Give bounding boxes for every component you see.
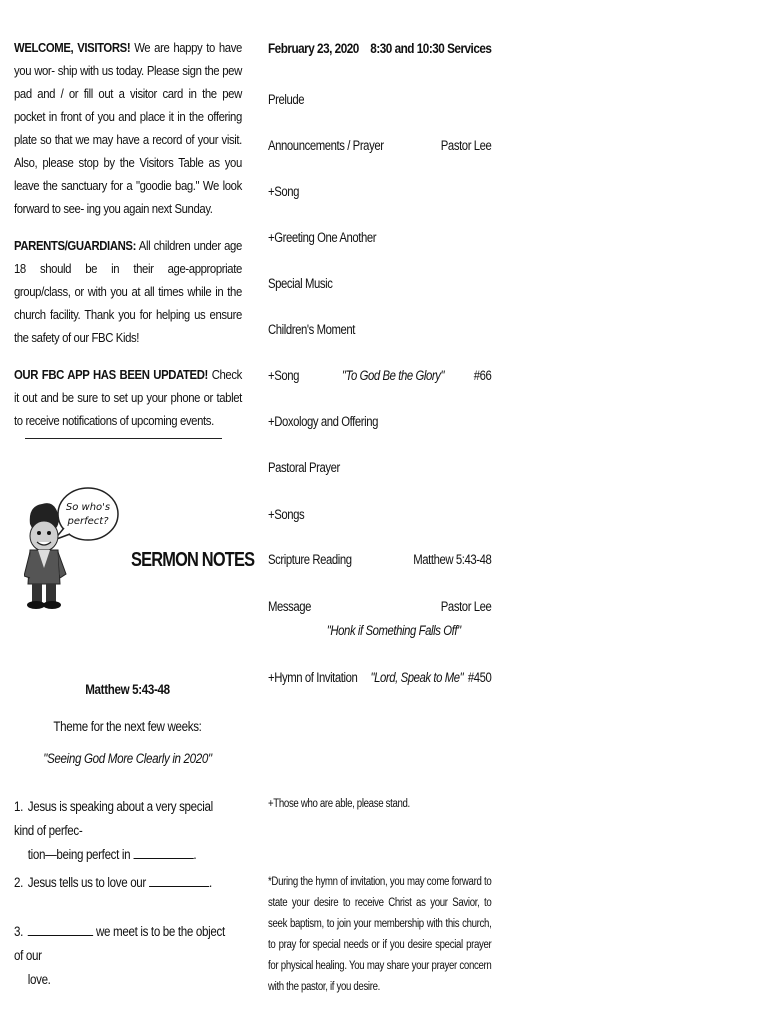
- order-label: Message: [268, 599, 312, 614]
- note-text: we meet is to be the object of our: [14, 924, 225, 963]
- order-label: Children's Moment: [268, 322, 356, 337]
- cartoon-boy-illustration: [24, 484, 120, 612]
- order-item-special-music: [268, 276, 491, 291]
- welcome-heading: WELCOME, VISITORS!: [14, 40, 131, 55]
- fill-in-blank: [149, 886, 209, 887]
- parents-heading: PARENTS/GUARDIANS:: [14, 238, 136, 253]
- order-item-songs: [268, 507, 491, 522]
- stand-note: +Those who are able, please stand.: [268, 798, 410, 810]
- service-times: 8:30 and 10:30 Services: [370, 40, 492, 56]
- song-title: "Lord, Speak to Me": [370, 670, 464, 685]
- app-heading: OUR FBC APP HAS BEEN UPDATED!: [14, 367, 208, 382]
- app-paragraph: [14, 363, 242, 432]
- order-label: +Songs: [268, 507, 305, 522]
- order-label: Special Music: [268, 276, 333, 291]
- message-title: "Honk if Something Falls Off": [326, 623, 461, 638]
- hymn-number: #66: [473, 368, 492, 383]
- welcome-text: We are happy to have you wor- ship with us today. Please sign the pew pad and / or fill out a visitor card in the pew pocket in front of you and place it in the offering plate so that we may have a record of your visit. Also, please stop by the Visitors Table as you leave the sanctuary for a "goodie bag." We look forward to see- ing you again next Sunday.: [14, 40, 242, 216]
- bubble-line-2: perfect?: [67, 516, 109, 527]
- note-item-3: [14, 920, 229, 992]
- service-header: [268, 40, 491, 56]
- order-item-greeting: [268, 230, 491, 245]
- order-item-song: [268, 184, 491, 199]
- order-leader: Pastor Lee: [440, 138, 492, 153]
- order-label: +Hymn of Invitation: [268, 670, 358, 685]
- scripture-heading: Matthew 5:43-48: [85, 682, 170, 697]
- order-leader: Pastor Lee: [440, 599, 492, 614]
- note-text: Jesus is speaking about a very special kind of perfec-: [14, 799, 213, 838]
- hymn-number: #450: [467, 670, 492, 685]
- order-label: +Doxology and Offering: [268, 414, 379, 429]
- song-title: "To God Be the Glory": [341, 368, 445, 383]
- note-item-2: [14, 871, 229, 895]
- invitation-note: *During the hymn of invitation, you may come forward to state your desire to receive Christ as your Savior, to seek baptism, to join your membership with this church, to pray for special needs or if you desire special prayer for physical healing. You may share your prayer concern with the pastor, if you desire.: [268, 876, 492, 993]
- welcome-paragraph: [14, 36, 242, 220]
- order-item-prelude: [268, 92, 491, 107]
- order-label: +Greeting One Another: [268, 230, 377, 245]
- order-item-scripture: [268, 552, 491, 567]
- order-label: +Song: [268, 368, 300, 383]
- order-item-childrens-moment: [268, 322, 491, 337]
- announcements-column: [14, 36, 242, 432]
- order-item-invitation: [268, 670, 491, 685]
- note-punct: .: [193, 847, 197, 862]
- note-number: 1.: [14, 799, 24, 814]
- order-item-message: [268, 599, 491, 614]
- order-item-doxology: [268, 414, 491, 429]
- parents-text: All children under age 18 should be in their age-appropriate group/class, or with you at all times while in the church facility. Thank you for helping us ensure the safety of our FBC Kids!: [14, 238, 242, 345]
- theme-intro: Theme for the next few weeks:: [53, 719, 202, 734]
- sermon-notes-title: SERMON NOTES: [131, 549, 255, 571]
- order-item-song-2: [268, 368, 491, 383]
- note-punct: .: [209, 875, 212, 890]
- order-item-announcements: [268, 138, 491, 153]
- fill-in-blank: [133, 858, 193, 859]
- theme-title: "Seeing God More Clearly in 2020": [43, 751, 212, 766]
- note-number: 2.: [14, 875, 24, 890]
- fill-in-blank: [28, 935, 93, 936]
- order-label: Pastoral Prayer: [268, 460, 340, 475]
- divider-line: [25, 438, 222, 439]
- scripture-reference: Matthew 5:43-48: [413, 552, 492, 567]
- note-item-1: [14, 795, 229, 867]
- bubble-line-1: So who's: [65, 502, 111, 513]
- order-label: Prelude: [268, 92, 305, 107]
- service-date: February 23, 2020: [268, 40, 359, 56]
- parents-paragraph: [14, 234, 242, 349]
- note-text: tion—being perfect in: [27, 847, 134, 862]
- order-item-pastoral-prayer: [268, 460, 491, 475]
- order-label: Announcements / Prayer: [268, 138, 384, 153]
- note-number: 3.: [14, 924, 24, 939]
- order-label: Scripture Reading: [268, 552, 352, 567]
- note-text: love.: [27, 972, 51, 987]
- order-label: +Song: [268, 184, 300, 199]
- app-text: Check it out and be sure to set up your phone or tablet to receive notifications of upcoming events.: [14, 367, 242, 428]
- note-text: Jesus tells us to love our: [27, 875, 149, 890]
